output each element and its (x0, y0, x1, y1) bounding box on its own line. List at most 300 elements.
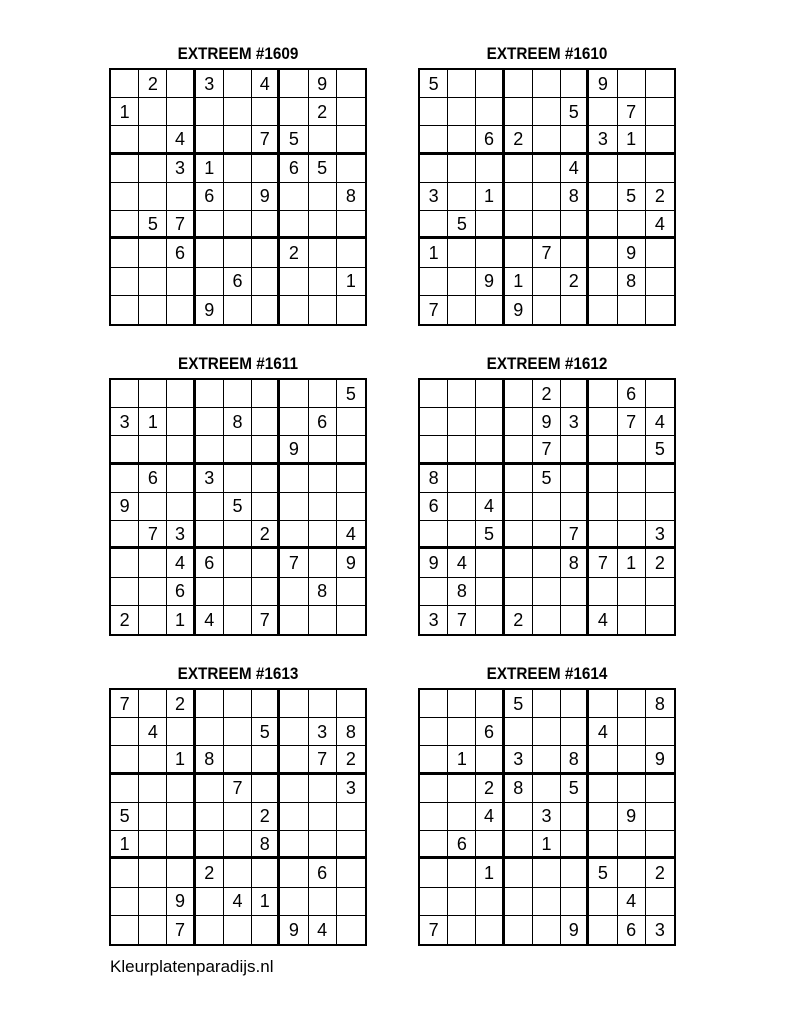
grid-cell: 2 (505, 126, 533, 154)
grid-cell: 3 (337, 775, 365, 803)
grid-cell: 3 (420, 606, 448, 634)
footer-site-name: Kleurplatenparadijs.nl (110, 957, 274, 976)
grid-cell: 6 (196, 549, 224, 577)
grid-cell: 6 (309, 859, 337, 887)
grid-cell (309, 239, 337, 267)
grid-cell (337, 606, 365, 634)
grid-cell (420, 521, 448, 549)
grid-cell (561, 436, 589, 464)
grid-cell (589, 521, 617, 549)
grid-cell: 2 (505, 606, 533, 634)
grid-cell (280, 211, 308, 239)
grid-cell (337, 803, 365, 831)
grid-cell (280, 521, 308, 549)
grid-cell (618, 690, 646, 718)
grid-cell (224, 803, 252, 831)
grid-cell (448, 916, 476, 944)
grid-cell: 4 (224, 888, 252, 916)
grid-cell: 3 (196, 70, 224, 98)
grid-cell (420, 718, 448, 746)
grid-cell (280, 690, 308, 718)
grid-cell (252, 746, 280, 774)
grid-cell: 7 (224, 775, 252, 803)
grid-cell (646, 606, 674, 634)
grid-cell: 7 (309, 746, 337, 774)
grid-cell: 6 (196, 183, 224, 211)
grid-cell (646, 155, 674, 183)
grid-cell (561, 803, 589, 831)
grid-cell (167, 775, 195, 803)
grid-cell: 7 (561, 521, 589, 549)
grid-cell: 5 (589, 859, 617, 887)
grid-cell: 8 (309, 578, 337, 606)
grid-cell: 3 (167, 521, 195, 549)
grid-cell (139, 803, 167, 831)
grid-cell: 4 (646, 211, 674, 239)
grid-cell: 3 (533, 803, 561, 831)
grid-cell (420, 408, 448, 436)
grid-cell (111, 126, 139, 154)
grid-cell: 2 (533, 380, 561, 408)
grid-cell (533, 296, 561, 324)
grid-cell (309, 493, 337, 521)
grid-cell: 1 (139, 408, 167, 436)
grid-cell: 4 (309, 916, 337, 944)
grid-cell (139, 296, 167, 324)
grid-cell: 2 (252, 521, 280, 549)
grid-cell: 4 (561, 155, 589, 183)
grid-cell: 6 (309, 408, 337, 436)
grid-cell (280, 578, 308, 606)
grid-cell (337, 239, 365, 267)
grid-cell (618, 831, 646, 859)
grid-cell (618, 493, 646, 521)
grid-cell (618, 859, 646, 887)
grid-cell (533, 155, 561, 183)
grid-cell: 8 (448, 578, 476, 606)
grid-cell: 1 (448, 746, 476, 774)
grid-cell (252, 436, 280, 464)
grid-cell (448, 126, 476, 154)
grid-cell: 1 (476, 859, 504, 887)
grid-cell (505, 155, 533, 183)
grid-cell (337, 578, 365, 606)
grid-cell: 6 (618, 916, 646, 944)
grid-cell: 9 (646, 746, 674, 774)
grid-cell (476, 578, 504, 606)
grid-cell (533, 775, 561, 803)
grid-cell: 5 (224, 493, 252, 521)
grid-cell (196, 690, 224, 718)
grid-cell (420, 155, 448, 183)
grid-cell (280, 606, 308, 634)
grid-cell (139, 916, 167, 944)
grid-cell: 7 (139, 521, 167, 549)
grid-cell: 2 (646, 859, 674, 887)
grid-cell (224, 549, 252, 577)
grid-cell (224, 211, 252, 239)
grid-cell (280, 380, 308, 408)
grid-cell (589, 239, 617, 267)
grid-cell (224, 578, 252, 606)
grid-cell (309, 831, 337, 859)
grid-cell (618, 746, 646, 774)
sudoku-grid (418, 378, 676, 636)
grid-cell (252, 268, 280, 296)
grid-cell (533, 690, 561, 718)
grid-cell (561, 718, 589, 746)
grid-cell (309, 296, 337, 324)
grid-cell (196, 775, 224, 803)
grid-cell (476, 549, 504, 577)
grid-cell (252, 859, 280, 887)
grid-cell (476, 606, 504, 634)
grid-cell: 4 (337, 521, 365, 549)
grid-cell (646, 70, 674, 98)
grid-cell (167, 436, 195, 464)
grid-cell (167, 803, 195, 831)
grid-cell: 7 (533, 239, 561, 267)
grid-cell: 1 (476, 183, 504, 211)
grid-cell (533, 859, 561, 887)
grid-cell (505, 408, 533, 436)
grid-cell (111, 888, 139, 916)
grid-cell: 9 (476, 268, 504, 296)
grid-cell (111, 859, 139, 887)
grid-cell (111, 380, 139, 408)
sudoku-grid (418, 68, 676, 326)
grid-cell: 8 (252, 831, 280, 859)
grid-cell: 8 (646, 690, 674, 718)
grid-cell (196, 126, 224, 154)
grid-cell: 5 (618, 183, 646, 211)
grid-cell (505, 916, 533, 944)
grid-cell: 9 (337, 549, 365, 577)
grid-cell (337, 296, 365, 324)
grid-cell (139, 436, 167, 464)
grid-cell: 6 (280, 155, 308, 183)
grid-cell (420, 578, 448, 606)
grid-cell (139, 775, 167, 803)
grid-cell (589, 690, 617, 718)
grid-cell (196, 436, 224, 464)
grid-cell (476, 380, 504, 408)
grid-cell (448, 888, 476, 916)
grid-cell: 4 (476, 493, 504, 521)
grid-cell: 7 (167, 211, 195, 239)
grid-cell (111, 183, 139, 211)
grid-cell: 9 (280, 916, 308, 944)
grid-cell (309, 606, 337, 634)
grid-cell (224, 239, 252, 267)
grid-cell: 8 (561, 183, 589, 211)
grid-cell (646, 380, 674, 408)
grid-cell (505, 436, 533, 464)
grid-cell (167, 98, 195, 126)
grid-cell (589, 380, 617, 408)
grid-cell (337, 155, 365, 183)
grid-cell: 2 (111, 606, 139, 634)
grid-cell (420, 380, 448, 408)
grid-cell (561, 296, 589, 324)
grid-cell (139, 746, 167, 774)
grid-cell: 8 (337, 718, 365, 746)
grid-cell: 6 (476, 126, 504, 154)
grid-cell: 9 (618, 239, 646, 267)
grid-cell (111, 549, 139, 577)
grid-cell (505, 465, 533, 493)
grid-cell (252, 239, 280, 267)
grid-cell (476, 831, 504, 859)
grid-cell (505, 859, 533, 887)
grid-cell: 5 (533, 465, 561, 493)
grid-cell: 8 (224, 408, 252, 436)
grid-cell: 5 (646, 436, 674, 464)
grid-cell (476, 690, 504, 718)
sudoku-grid (418, 688, 676, 946)
grid-cell: 9 (167, 888, 195, 916)
grid-cell (448, 296, 476, 324)
grid-cell (505, 549, 533, 577)
grid-cell: 6 (167, 578, 195, 606)
grid-cell (139, 239, 167, 267)
grid-cell (337, 70, 365, 98)
grid-cell (309, 690, 337, 718)
grid-cell (196, 239, 224, 267)
grid-cell (505, 718, 533, 746)
grid-cell (420, 98, 448, 126)
grid-cell (505, 183, 533, 211)
grid-cell: 7 (589, 549, 617, 577)
grid-cell (561, 888, 589, 916)
grid-cell (252, 465, 280, 493)
grid-cell: 3 (589, 126, 617, 154)
grid-cell: 6 (618, 380, 646, 408)
grid-cell (589, 578, 617, 606)
grid-cell (448, 803, 476, 831)
grid-cell (476, 408, 504, 436)
grid-cell (167, 296, 195, 324)
grid-cell: 1 (337, 268, 365, 296)
grid-cell (280, 70, 308, 98)
puzzle-title: EXTREEM #1610 (486, 44, 608, 63)
grid-cell: 3 (167, 155, 195, 183)
grid-cell: 8 (561, 549, 589, 577)
grid-cell (561, 239, 589, 267)
grid-cell (139, 268, 167, 296)
grid-cell (139, 98, 167, 126)
grid-cell: 4 (646, 408, 674, 436)
grid-cell: 5 (505, 690, 533, 718)
grid-cell: 8 (337, 183, 365, 211)
grid-cell (533, 211, 561, 239)
grid-cell (561, 578, 589, 606)
grid-cell: 9 (561, 916, 589, 944)
grid-cell (167, 183, 195, 211)
sudoku-grid (109, 68, 367, 326)
grid-cell (196, 380, 224, 408)
grid-cell (337, 690, 365, 718)
grid-cell (476, 155, 504, 183)
grid-cell (280, 746, 308, 774)
grid-cell (646, 268, 674, 296)
grid-cell: 7 (448, 606, 476, 634)
grid-cell (533, 746, 561, 774)
grid-cell: 8 (420, 465, 448, 493)
grid-cell (111, 211, 139, 239)
grid-cell (111, 70, 139, 98)
grid-cell (224, 859, 252, 887)
grid-cell: 5 (111, 803, 139, 831)
grid-cell (309, 268, 337, 296)
grid-cell (561, 465, 589, 493)
grid-cell (420, 126, 448, 154)
grid-cell: 5 (252, 718, 280, 746)
grid-cell (280, 831, 308, 859)
grid-cell (309, 549, 337, 577)
grid-cell (646, 126, 674, 154)
grid-cell (337, 916, 365, 944)
grid-cell (280, 888, 308, 916)
grid-cell (448, 465, 476, 493)
grid-cell (533, 549, 561, 577)
grid-cell (476, 888, 504, 916)
grid-cell (139, 155, 167, 183)
grid-cell (448, 718, 476, 746)
grid-cell (561, 831, 589, 859)
grid-cell (337, 408, 365, 436)
grid-cell (252, 98, 280, 126)
grid-cell (589, 465, 617, 493)
grid-cell (139, 831, 167, 859)
grid-cell (139, 578, 167, 606)
grid-cell (505, 70, 533, 98)
grid-cell (196, 521, 224, 549)
grid-cell (224, 916, 252, 944)
grid-cell: 7 (252, 606, 280, 634)
grid-cell (280, 408, 308, 436)
grid-cell (252, 493, 280, 521)
grid-cell (589, 155, 617, 183)
grid-cell: 5 (420, 70, 448, 98)
grid-cell (280, 296, 308, 324)
grid-cell (561, 493, 589, 521)
grid-cell (505, 521, 533, 549)
grid-cell (224, 70, 252, 98)
grid-cell (111, 521, 139, 549)
grid-cell (533, 718, 561, 746)
grid-cell (589, 183, 617, 211)
sudoku-grid (109, 378, 367, 636)
grid-cell (533, 70, 561, 98)
grid-cell (111, 155, 139, 183)
grid-cell (167, 380, 195, 408)
grid-cell (139, 690, 167, 718)
sudoku-grid (109, 688, 367, 946)
grid-cell (337, 98, 365, 126)
grid-cell: 2 (561, 268, 589, 296)
grid-cell: 1 (505, 268, 533, 296)
grid-cell (224, 296, 252, 324)
grid-cell (589, 746, 617, 774)
grid-cell (448, 493, 476, 521)
grid-cell (252, 155, 280, 183)
grid-cell: 8 (561, 746, 589, 774)
grid-cell: 2 (646, 549, 674, 577)
grid-cell (309, 775, 337, 803)
grid-cell (196, 268, 224, 296)
grid-cell (224, 521, 252, 549)
grid-cell: 9 (505, 296, 533, 324)
grid-cell (589, 98, 617, 126)
grid-cell (196, 803, 224, 831)
grid-cell (618, 155, 646, 183)
grid-cell (337, 831, 365, 859)
grid-cell (280, 493, 308, 521)
grid-cell (646, 296, 674, 324)
grid-cell: 7 (533, 436, 561, 464)
grid-cell: 9 (589, 70, 617, 98)
grid-cell (505, 380, 533, 408)
grid-cell (420, 746, 448, 774)
grid-cell (561, 211, 589, 239)
grid-cell: 4 (448, 549, 476, 577)
grid-cell (618, 775, 646, 803)
grid-cell (533, 888, 561, 916)
grid-cell (111, 746, 139, 774)
grid-cell (252, 296, 280, 324)
grid-cell (139, 606, 167, 634)
grid-cell (589, 775, 617, 803)
grid-cell: 4 (589, 718, 617, 746)
grid-cell: 1 (111, 831, 139, 859)
grid-cell (646, 888, 674, 916)
grid-cell (224, 606, 252, 634)
grid-cell: 3 (505, 746, 533, 774)
grid-cell: 1 (618, 549, 646, 577)
grid-cell (420, 436, 448, 464)
grid-cell: 4 (252, 70, 280, 98)
grid-cell (280, 775, 308, 803)
grid-cell (448, 408, 476, 436)
grid-cell: 3 (646, 521, 674, 549)
grid-cell (167, 493, 195, 521)
grid-cell: 8 (505, 775, 533, 803)
grid-cell (476, 465, 504, 493)
grid-cell (111, 465, 139, 493)
grid-cell (589, 268, 617, 296)
grid-cell (589, 916, 617, 944)
grid-cell (309, 380, 337, 408)
grid-cell: 7 (167, 916, 195, 944)
grid-cell (337, 888, 365, 916)
grid-cell (589, 296, 617, 324)
grid-cell (309, 803, 337, 831)
grid-cell (646, 239, 674, 267)
grid-cell (224, 183, 252, 211)
grid-cell (646, 831, 674, 859)
grid-cell: 5 (561, 775, 589, 803)
grid-cell: 2 (139, 70, 167, 98)
grid-cell (589, 493, 617, 521)
grid-cell (224, 746, 252, 774)
grid-cell (309, 436, 337, 464)
grid-cell (646, 465, 674, 493)
grid-cell (139, 380, 167, 408)
grid-cell (252, 211, 280, 239)
grid-cell (224, 690, 252, 718)
grid-cell (111, 775, 139, 803)
